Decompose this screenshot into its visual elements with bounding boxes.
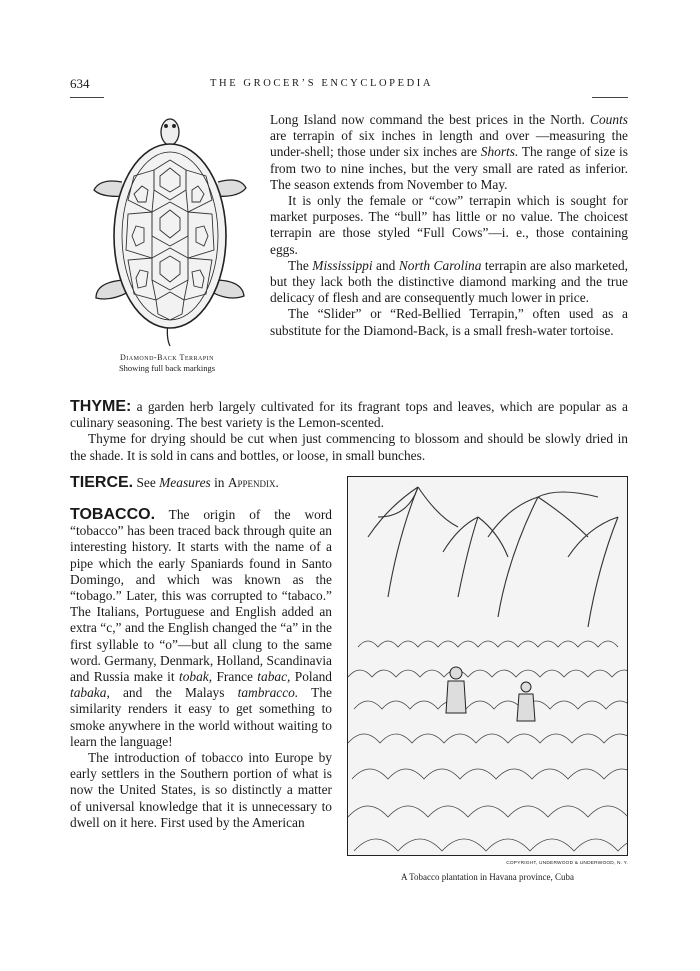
tobacco-entry (70, 507, 332, 831)
terrapin-illustration (82, 110, 252, 350)
tierce-term: TIERCE. (70, 474, 134, 491)
thyme-paragraph-2: Thyme for drying should be cut when just commencing to blossom and should be slowly dried in the shade. It is sold in cans and bottles, or loose, in small bunches. (70, 431, 628, 463)
page-number: 634 (70, 76, 90, 91)
tobacco-plantation-photo (347, 476, 628, 856)
terrapin-caption-title: Diamond-Back Terrapin (119, 353, 215, 362)
tobacco-paragraph-2: The introduction of tobacco into Europe by early settlers in the Southern portion of what is now the United States, is so distinctly a matter of universal knowledge that it is unnecessary to dwell on it here. First used by the American (70, 750, 332, 830)
tierce-reference: Measures (159, 475, 211, 490)
thyme-entry (70, 399, 628, 464)
terrapin-paragraph-3: The Mississippi and North Carolina terrapin are also marketed, but they lack both the distinctive diamond marking and the true delicacy of flesh and are consequently much lower in price. (270, 257, 629, 306)
header-rule-right (592, 97, 628, 98)
terrapin-text (270, 112, 628, 339)
running-title: THE GROCER’S ENCYCLOPEDIA (210, 78, 434, 89)
thyme-paragraph-1: THYME: a garden herb largely cultivated for its fragrant tops and leaves, which are popular as a culinary seasoning. The best variety is the Lemon-scented. (70, 398, 628, 431)
tobacco-term: TOBACCO. (70, 506, 156, 523)
photo-credit: COPYRIGHT, UNDERWOOD & UNDERWOOD, N. Y. (506, 861, 628, 866)
terrapin-paragraph-1: Long Island now command the best prices in the North. Counts are terrapin of six inches in length and over —measuring the under-shell; those under six inches are Shorts. The range of size is from two to nine inches, but the very small are rated as inferior. The season extends from November to May. (270, 112, 628, 192)
terrapin-paragraph-4: The “Slider” or “Red-Bellied Terrapin,” often used as a substitute for the Diamond-Back, is a small fresh-water tortoise. (270, 306, 628, 338)
terrapin-caption-subtitle: Showing full back markings (118, 363, 216, 373)
photo-caption: A Tobacco plantation in Havana province, Cuba (401, 872, 574, 882)
thyme-term: THYME: (70, 398, 132, 415)
tierce-entry: TIERCE. See Measures in Appendix. (70, 474, 279, 491)
tobacco-paragraph-1: TOBACCO. The origin of the word “tobacco” has been traced back through quite an interesting history. It starts with the name of a pipe which the early Spaniards found in Santo Domingo, and which was known as the “tobago.” Later, this was corrupted to “tabaco.” The Italians, Portuguese and English added an extra “c,” and the English changed the “a” in the first syllable to “o”—but all clung to the same word. Germany, Denmark, Holland, Scandinavia and Russia make it tobak, France tabac, Poland tabaka, and the Malays tambracco. The similarity renders it easy to get something to smoke anywhere in the world without waiting to learn the language! (70, 506, 332, 749)
header-rule-left (70, 97, 104, 98)
terrapin-paragraph-2: It is only the female or “cow” terrapin which is sought for market purposes. The “bull” has little or no value. The choicest terrapin are those styled “Full Cows”—i. e., those containing eggs. (270, 193, 628, 257)
